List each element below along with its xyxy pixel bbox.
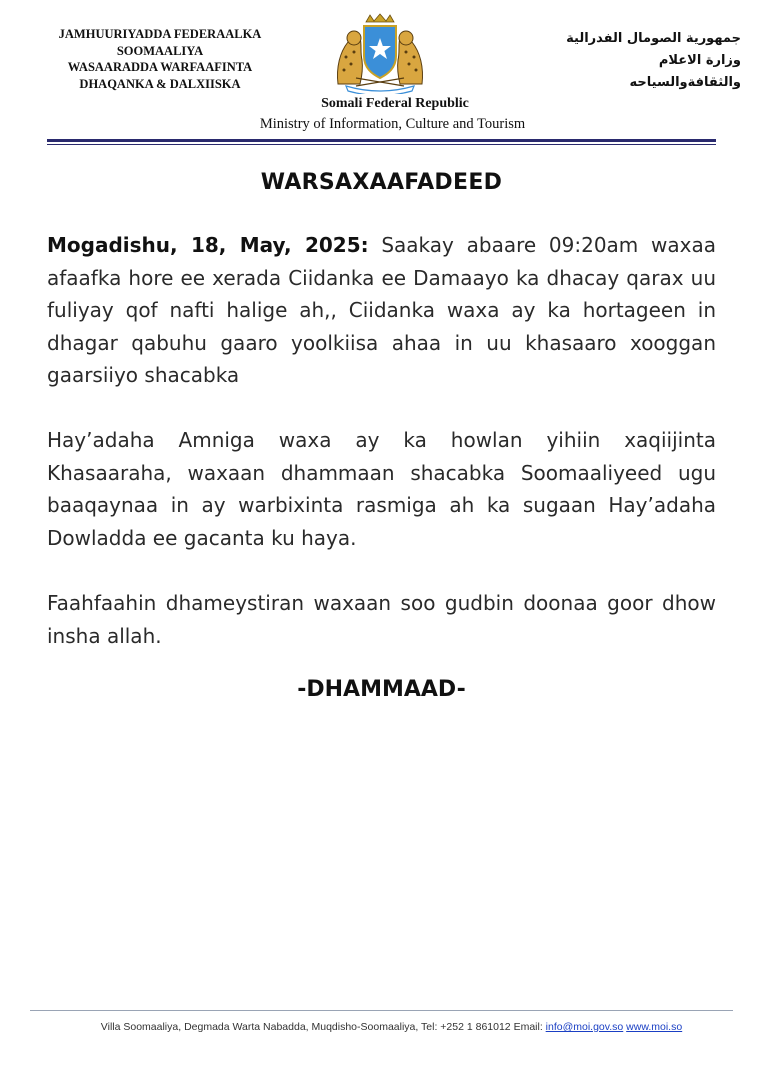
body-paragraph-3: Faahfaahin dhameystiran waxaan soo gudbin doonaa goor dhow insha allah. <box>47 591 716 648</box>
footer-address: Villa Soomaaliya, Degmada Warta Nabadda, Muqdisho-Soomaaliya, Tel: +252 1 861012 Email: <box>100 1021 546 1033</box>
footer-contact <box>0 1021 763 1033</box>
body-paragraph-1 <box>47 229 716 392</box>
dateline: Mogadishu, 18, May, 2025: <box>47 233 369 257</box>
closing-mark: -DHAMMAAD- <box>297 677 466 702</box>
republic-name: Somali Federal Republic <box>321 96 469 111</box>
coat-of-arms-emblem <box>326 12 434 94</box>
body-paragraph-2: Hay’adaha Amniga waxa ay ka howlan yihiin xaqiijinta Khasaaraha, waxaan dhammaan shacabka Soomaaliyeed ugu baaqaynaa in ay warbixinta rasmiga ah ka sugaan Hay’adaha Dowladda ee gacanta ku haya. <box>47 428 716 550</box>
header-arabic-ministry-name <box>501 28 741 94</box>
header-somali-ministry-name <box>30 26 290 92</box>
ministry-name: Ministry of Information, Culture and Tourism <box>259 116 526 132</box>
footer-divider <box>30 1010 733 1011</box>
header-divider-thin <box>47 144 716 145</box>
header-right-line: جمهورية الصومال الفدرالية <box>566 31 741 46</box>
header-left-line: DHAQANKA & DALXIISKA <box>79 76 241 91</box>
document-title: WARSAXAAFADEED <box>260 170 503 195</box>
header-left-line: JAMHUURIYADDA FEDERAALKA <box>58 27 262 41</box>
header-left-line: WASAARADDA WARFAAFINTA <box>67 60 253 74</box>
header-right-line: والثقافةوالسياحه <box>629 75 741 90</box>
website-link[interactable]: www.moi.so <box>626 1021 683 1033</box>
header-left-line: SOOMAALIYA <box>116 43 204 58</box>
header-divider-thick <box>47 139 716 142</box>
email-link[interactable]: info@moi.gov.so <box>545 1021 624 1033</box>
paragraph-1-text: Saakay abaare 09:20am waxaa afaafka hore ee xerada Ciidanka ee Damaayo ka dhacay qarax uu fuliyay qof nafti halige ah,, Ciidanka waxa ay ka hortageen in dhagar qabuhu gaaro yoolkiisa ahaa in uu khasaaro xooggan gaarsiiyo shacabka <box>47 233 716 387</box>
header-right-line: وزارة الاعلام <box>658 53 741 68</box>
